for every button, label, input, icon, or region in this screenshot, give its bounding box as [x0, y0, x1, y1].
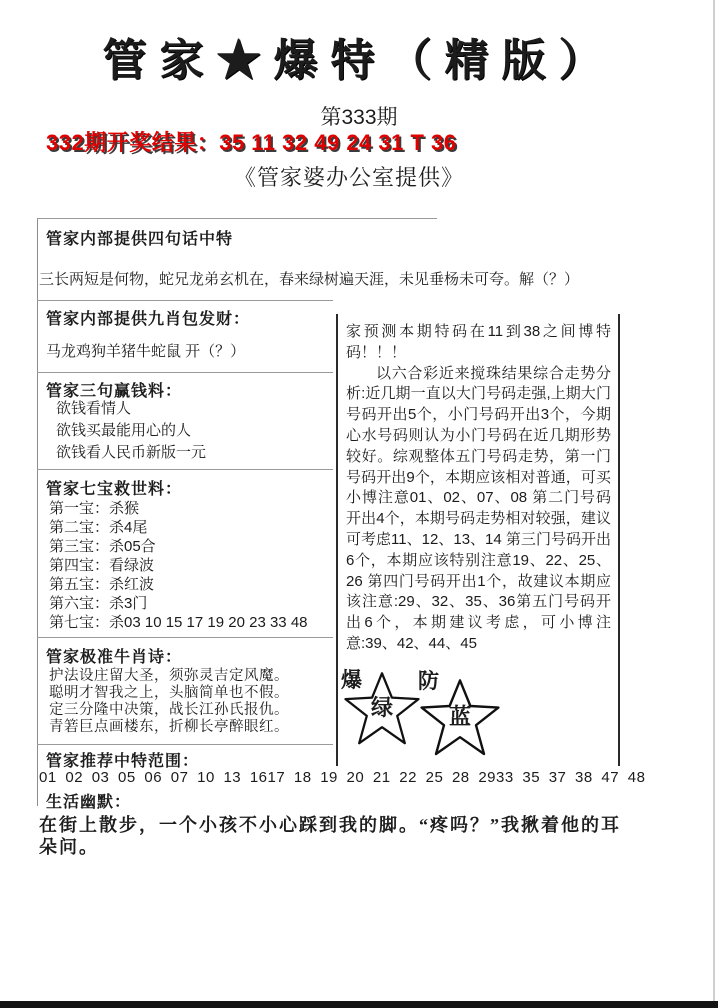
poem-line: 护法设庄留大圣，须弥灵吉定风魔。 — [49, 668, 289, 684]
page-title: 管家★爆特（精版） — [102, 36, 616, 85]
seven-treasure-list — [49, 499, 308, 632]
section-rule — [37, 469, 333, 470]
guard-label: 防 — [418, 670, 439, 693]
blue-star-char: 蓝 — [448, 703, 471, 729]
section-rule — [37, 637, 333, 638]
section-header-humor: 生活幽默： — [46, 794, 132, 811]
treasure-line: 第一宝：杀猴 — [49, 500, 140, 517]
recommended-number-range: 01 02 03 05 06 07 10 13 1617 18 19 20 21 22 25 28 2933 35 37 38 47 48 — [39, 769, 646, 786]
section-header-money-tips: 管家三句赢钱料： — [46, 383, 183, 400]
ox-poem — [49, 668, 289, 736]
section-rule — [37, 300, 333, 301]
money-tip-line: 欲钱看情人 — [56, 400, 132, 417]
section-header-four-line: 管家内部提供四句话中特 — [46, 231, 234, 248]
section-rule — [37, 218, 437, 219]
treasure-line: 第四宝：看绿波 — [49, 557, 155, 574]
section-header-nine-zodiac: 管家内部提供九肖包发财： — [46, 311, 251, 328]
section-header-ox-poem: 管家极准牛肖诗： — [46, 649, 183, 666]
humor-text: 在街上散步，一个小孩不小心踩到我的脚。“疼吗？”我揪着他的耳朵问。 — [39, 815, 621, 857]
analysis-paragraph-2: 以六合彩近来搅珠结果综合走势分析:近几期一直以大门号码走强,上期大门号码开出5个，小门号码开出3个，今期心水号码则认为小门号码在近几期形势较好。综观整体五门号码走势，第一门号码开出9个，本期应该相对普通，可买小博注意01、02、07、08 第二门号码开出4个，本期号码走势相对较强，建议可考虑11、12、13、14 第三门号码开出6个，本期应该特别注意19、22、25、26 第四门号码开出1个，故建议本期应该注意:29、32、35、36第五门号码开出6个，本期建议考虑，可小博注意:39、42、44、45 — [346, 364, 611, 652]
treasure-line: 第二宝：杀4尾 — [49, 519, 148, 536]
page-right-edge — [713, 0, 715, 1008]
nine-zodiac-list: 马龙鸡狗羊猪牛蛇鼠 开（？） — [46, 343, 246, 360]
blue-star — [420, 678, 500, 758]
poem-line: 聪明才智我之上，头脑简单也不假。 — [49, 685, 289, 701]
money-tip-list — [56, 398, 206, 464]
section-rule — [37, 744, 333, 745]
left-column-rule — [37, 218, 38, 806]
treasure-line: 第七宝：杀03 10 15 17 19 20 23 33 48 — [49, 614, 308, 631]
analysis-paragraph-1: 家预测本期特码在11到38之间博特码！！！ — [346, 323, 611, 361]
page-bottom-bar — [0, 1001, 718, 1008]
money-tip-line: 欲钱看人民币新版一元 — [56, 444, 207, 461]
burst-label: 爆 — [341, 669, 362, 692]
money-tip-line: 欲钱买最能用心的人 — [56, 422, 192, 439]
previous-draw-result: 332期开奖结果：35 11 32 49 24 31 T 36 — [46, 130, 457, 155]
section-rule — [37, 372, 333, 373]
treasure-line: 第三宝：杀05合 — [49, 538, 156, 555]
four-line-riddle: 三长两短是何物，蛇兄龙弟玄机在，春来绿树遍天涯，未见垂杨未可夸。解（？） — [39, 271, 580, 288]
treasure-line: 第六宝：杀3门 — [49, 595, 148, 612]
section-header-seven-treasures: 管家七宝救世料： — [46, 481, 183, 498]
issue-number: 第333期 — [320, 106, 398, 129]
green-star-char: 绿 — [370, 694, 393, 720]
provider-line: 《管家婆办公室提供》 — [234, 165, 465, 190]
section-header-range: 管家推荐中特范围： — [46, 753, 200, 770]
green-star — [344, 670, 420, 748]
poem-line: 青箬巨点画楼东，折柳长亭醉眼红。 — [49, 719, 289, 735]
treasure-line: 第五宝：杀红波 — [49, 576, 155, 593]
poem-line: 定三分隆中决策，战长江孙氏报仇。 — [49, 702, 289, 718]
